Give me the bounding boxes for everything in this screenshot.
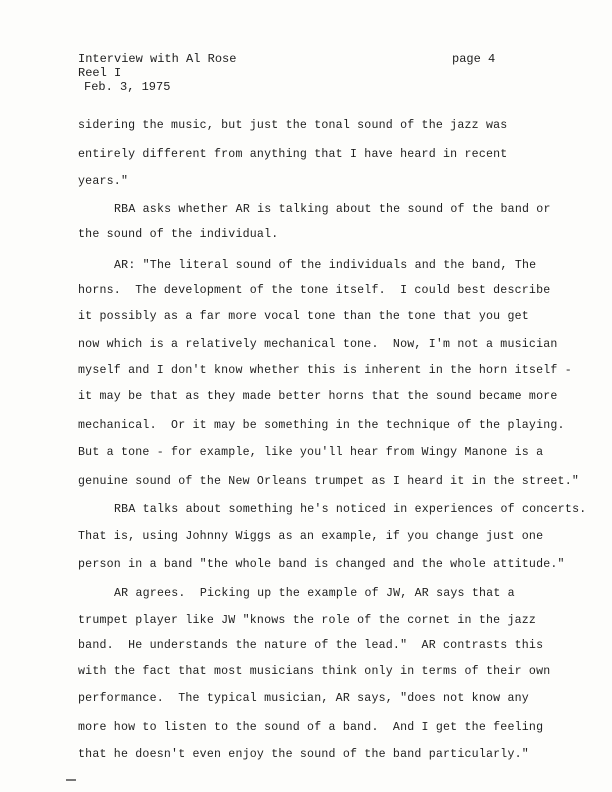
body-line: genuine sound of the New Orleans trumpet as I heard it in the street." [78, 475, 580, 488]
body-line: more how to listen to the sound of a band. And I get the feeling [78, 721, 544, 734]
body-line: mechanical. Or it may be something in the technique of the playing. [78, 419, 565, 432]
body-line: it possibly as a far more vocal tone than the tone that you get [78, 310, 529, 323]
body-line: now which is a relatively mechanical tone. Now, I'm not a musician [78, 338, 558, 351]
body-line: band. He understands the nature of the lead." AR contrasts this [78, 639, 544, 652]
body-line: RBA asks whether AR is talking about the sound of the band or [114, 203, 551, 216]
body-line: performance. The typical musician, AR says, "does not know any [78, 692, 529, 705]
body-line: with the fact that most musicians think only in terms of their own [78, 665, 551, 678]
body-line: That is, using Johnny Wiggs as an example, if you change just one [78, 530, 544, 543]
body-line: sidering the music, but just the tonal sound of the jazz was [78, 119, 508, 132]
interview-title: Interview with Al Rose [78, 52, 237, 66]
body-line: But a tone - for example, like you'll hear from Wingy Manone is a [78, 446, 544, 459]
body-line: AR: "The literal sound of the individuals and the band, The [114, 259, 537, 272]
body-line: trumpet player like JW "knows the role of the cornet in the jazz [78, 614, 537, 627]
body-line: AR agrees. Picking up the example of JW, AR says that a [114, 587, 515, 600]
body-line: person in a band "the whole band is changed and the whole attitude." [78, 558, 565, 571]
page-mark [66, 779, 76, 781]
body-line: horns. The development of the tone itself. I could best describe [78, 284, 551, 297]
body-line: years." [78, 175, 129, 188]
body-line: the sound of the individual. [78, 228, 279, 241]
body-line: RBA talks about something he's noticed in experiences of concerts. [114, 503, 587, 516]
body-line: myself and I don't know whether this is inherent in the horn itself - [78, 364, 572, 377]
body-line: it may be that as they made better horns that the sound became more [78, 390, 558, 403]
interview-date: Feb. 3, 1975 [84, 80, 171, 94]
body-line: entirely different from anything that I have heard in recent [78, 148, 508, 161]
page-number: page 4 [452, 52, 496, 66]
body-line: that he doesn't even enjoy the sound of the band particularly." [78, 748, 529, 761]
reel-label: Reel I [78, 66, 122, 80]
